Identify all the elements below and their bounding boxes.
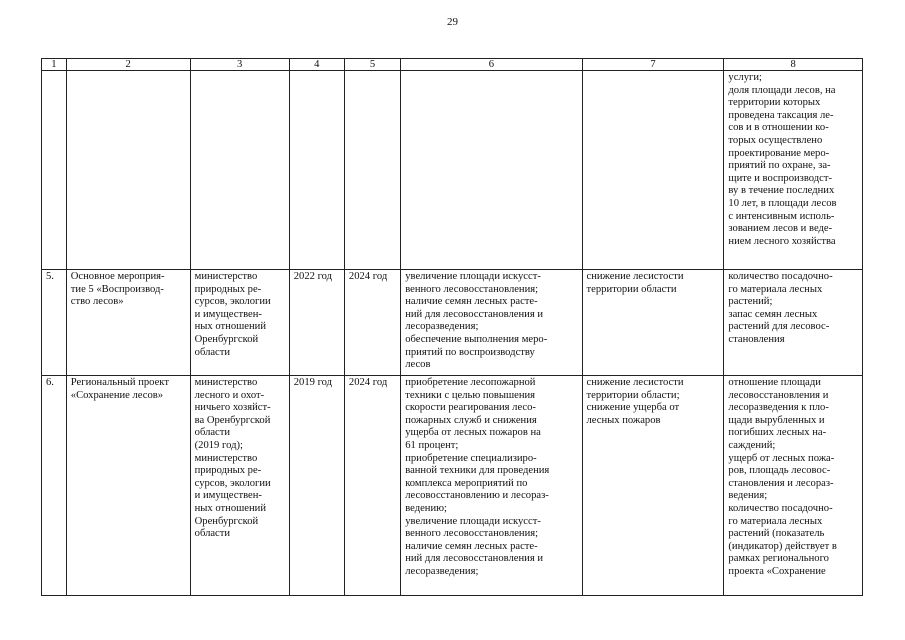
cell-result xyxy=(401,71,582,270)
column-header-2: 2 xyxy=(66,59,190,71)
cell-indicators: услуги; доля площади лесов, на территории которых проведена таксация ле- сов и в отношении ко- торых осуществлено проектирование меро- приятий по охране, за- щите и воспроизводст- ву в течение последних 10 лет, в площади лесов с интенсивным исполь- зованием лесов и веде- нием лесного хозяйства xyxy=(724,71,863,270)
cell-num: 6. xyxy=(42,376,67,596)
cell-end: 2024 год xyxy=(344,270,400,376)
column-header-7: 7 xyxy=(582,59,724,71)
cell-start xyxy=(289,71,344,270)
table-row-continuation xyxy=(42,71,863,270)
cell-result: приобретение лесопожарной техники с целью повышения скорости реагирования лесо- пожарных служб и снижения ущерба от лесных пожаров на 61 процент; приобретение специализиро- ванной техники для проведения комплекса мероприятий по лесовосстановлению и лесораз- ведению; увеличение площади искусст- венного лесовосстановления; наличие семян лесных расте- ний для лесовосстановления и лесоразведения; xyxy=(401,376,582,596)
header-row xyxy=(42,59,863,71)
column-header-8: 8 xyxy=(724,59,863,71)
cell-end: 2024 год xyxy=(344,376,400,596)
cell-name xyxy=(66,71,190,270)
cell-end xyxy=(344,71,400,270)
column-header-5: 5 xyxy=(344,59,400,71)
table-row xyxy=(42,270,863,376)
cell-indicators: количество посадочно- го материала лесных растений; запас семян лесных растений для лесовос- становления xyxy=(724,270,863,376)
program-table xyxy=(41,58,863,596)
cell-consequence: снижение лесистости территории области xyxy=(582,270,724,376)
cell-consequence xyxy=(582,71,724,270)
cell-name: Региональный проект «Сохранение лесов» xyxy=(66,376,190,596)
cell-indicators: отношение площади лесовосстановления и лесоразведения к пло- щади вырубленных и погибших лесных на- саждений; ущерб от лесных пожа- ров, площадь лесовос- становления и лесораз- ведения; количество посадочно- го материала лесных растений (показатель (индикатор) действует в рамках регионального проекта «Сохранение xyxy=(724,376,863,596)
cell-num xyxy=(42,71,67,270)
column-header-4: 4 xyxy=(289,59,344,71)
cell-result: увеличение площади искусст- венного лесовосстановления; наличие семян лесных расте- ний для лесовосстановления и лесоразведения; обеспечение выполнения меро- приятий по воспроизводству лесов xyxy=(401,270,582,376)
column-header-3: 3 xyxy=(190,59,289,71)
cell-executor: министерство лесного и охот- ничьего хозяйст- ва Оренбургской области (2019 год); министерство природных ре- сурсов, экологии и имуществен- ных отношений Оренбургской области xyxy=(190,376,289,596)
cell-name: Основное мероприя- тие 5 «Воспроизвод- ство лесов» xyxy=(66,270,190,376)
page-number: 29 xyxy=(447,16,458,28)
column-header-6: 6 xyxy=(401,59,582,71)
column-header-1: 1 xyxy=(42,59,67,71)
cell-consequence: снижение лесистости территории области; снижение ущерба от лесных пожаров xyxy=(582,376,724,596)
cell-num: 5. xyxy=(42,270,67,376)
table-row xyxy=(42,376,863,596)
cell-start: 2019 год xyxy=(289,376,344,596)
cell-executor: министерство природных ре- сурсов, экологии и имуществен- ных отношений Оренбургской области xyxy=(190,270,289,376)
cell-start: 2022 год xyxy=(289,270,344,376)
cell-executor xyxy=(190,71,289,270)
